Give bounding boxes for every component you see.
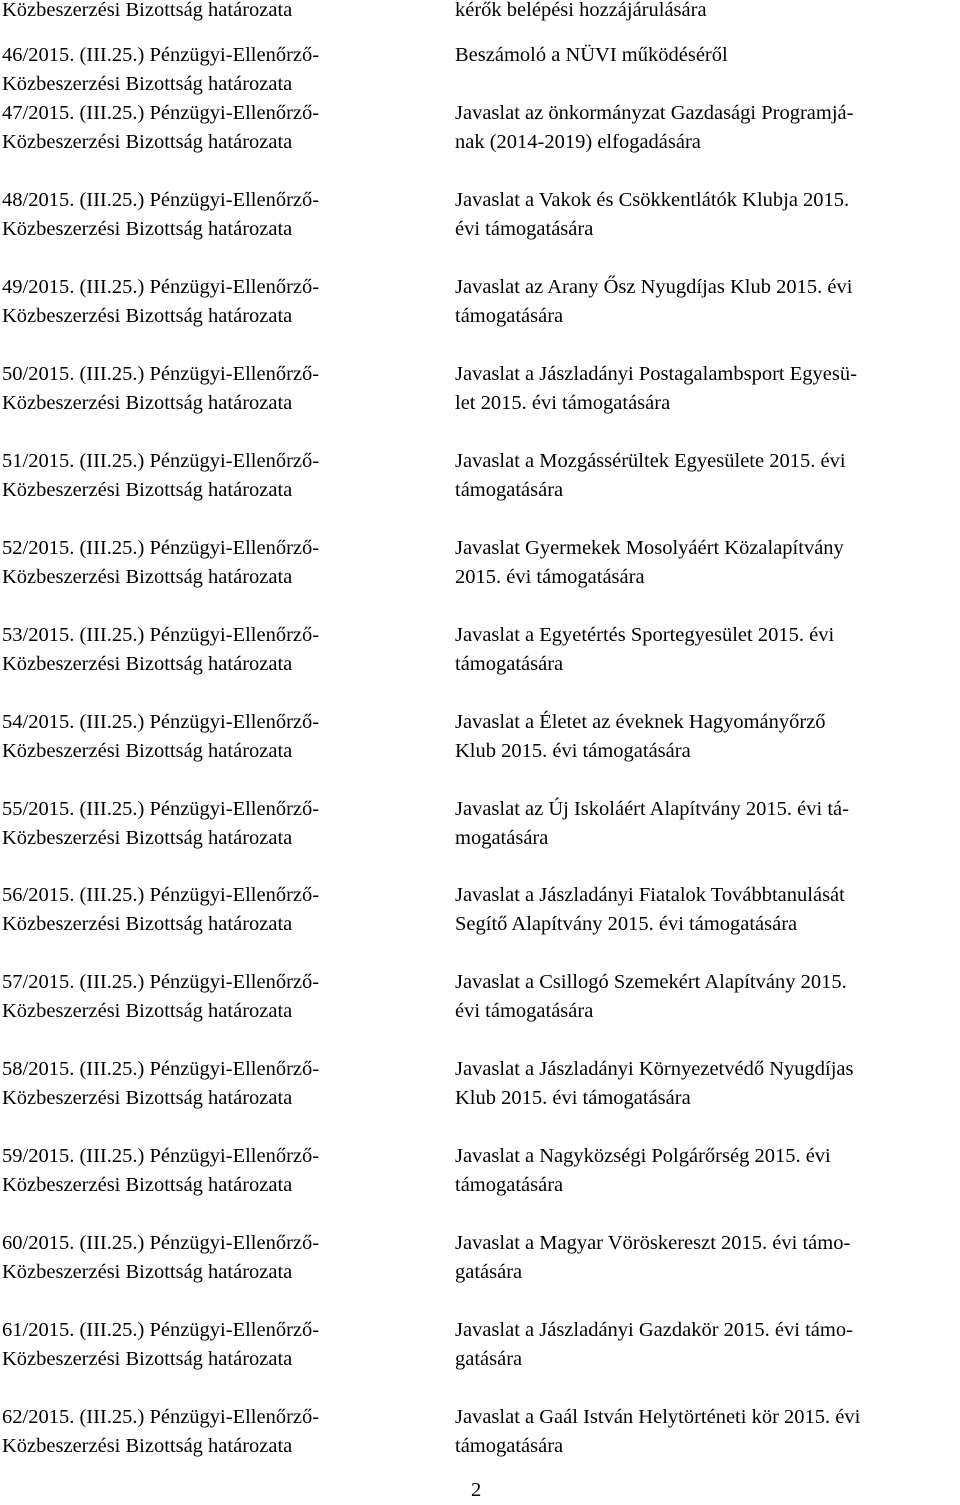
resolution-number: 50/2015. (III.25.) Pénzügyi-Ellenőrző- Közbeszerzési Bizottság határozata [2, 363, 320, 414]
resolution-subject: Javaslat a Vakok és Csökkentlátók Klubja 2015. évi támogatására [455, 189, 850, 240]
resolution-subject: Javaslat az Új Iskoláért Alapítvány 2015. évi tá- mogatására [455, 798, 849, 849]
resolution-subject: Javaslat a Csillogó Szemekért Alapítvány 2015. évi támogatására [455, 971, 847, 1022]
resolution-subject: Javaslat a Magyar Vöröskereszt 2015. évi támo- gatására [455, 1232, 851, 1283]
resolution-number: 52/2015. (III.25.) Pénzügyi-Ellenőrző- Közbeszerzési Bizottság határozata [2, 537, 320, 588]
resolution-subject: Javaslat a Jászladányi Fiatalok Továbbtanulását Segítő Alapítvány 2015. évi támogatására [455, 884, 845, 935]
resolution-subject: Javaslat a Jászladányi Postagalambsport Egyesü- let 2015. évi támogatására [455, 363, 857, 414]
resolution-number: 46/2015. (III.25.) Pénzügyi-Ellenőrző- Közbeszerzési Bizottság határozata [2, 44, 320, 95]
resolution-number: 57/2015. (III.25.) Pénzügyi-Ellenőrző- Közbeszerzési Bizottság határozata [2, 971, 320, 1022]
resolution-subject: Javaslat az önkormányzat Gazdasági Programjá- nak (2014-2019) elfogadására [455, 102, 854, 153]
resolution-number: 54/2015. (III.25.) Pénzügyi-Ellenőrző- Közbeszerzési Bizottság határozata [2, 711, 320, 762]
resolution-number: 47/2015. (III.25.) Pénzügyi-Ellenőrző- Közbeszerzési Bizottság határozata [2, 102, 320, 153]
resolution-number: 48/2015. (III.25.) Pénzügyi-Ellenőrző- Közbeszerzési Bizottság határozata [2, 189, 320, 240]
resolution-number: 49/2015. (III.25.) Pénzügyi-Ellenőrző- Közbeszerzési Bizottság határozata [2, 276, 320, 327]
resolution-number: 53/2015. (III.25.) Pénzügyi-Ellenőrző- Közbeszerzési Bizottság határozata [2, 624, 320, 675]
resolution-subject: Javaslat a Gaál István Helytörténeti kör 2015. évi támogatására [455, 1406, 861, 1457]
resolution-subject: Javaslat Gyermekek Mosolyáért Közalapítvány 2015. évi támogatására [455, 537, 844, 588]
resolution-subject: Javaslat a Nagyközségi Polgárőrség 2015. évi támogatására [455, 1145, 831, 1196]
resolution-subject: Javaslat a Mozgássérültek Egyesülete 2015. évi támogatására [455, 450, 846, 501]
resolution-subject: Beszámoló a NÜVI működéséről [455, 44, 728, 66]
resolution-number: 61/2015. (III.25.) Pénzügyi-Ellenőrző- Közbeszerzési Bizottság határozata [2, 1319, 320, 1370]
resolution-subject: Javaslat az Arany Ősz Nyugdíjas Klub 2015. évi támogatására [455, 276, 853, 327]
resolution-subject: Javaslat a Egyetértés Sportegyesület 2015. évi támogatására [455, 624, 835, 675]
resolution-subject: Javaslat a Jászladányi Környezetvédő Nyugdíjas Klub 2015. évi támogatására [455, 1058, 854, 1109]
resolution-number: 51/2015. (III.25.) Pénzügyi-Ellenőrző- Közbeszerzési Bizottság határozata [2, 450, 320, 501]
resolution-subject: Javaslat a Jászladányi Gazdakör 2015. évi támo- gatására [455, 1319, 853, 1370]
resolution-number: 62/2015. (III.25.) Pénzügyi-Ellenőrző- Közbeszerzési Bizottság határozata [2, 1406, 320, 1457]
resolution-number: 55/2015. (III.25.) Pénzügyi-Ellenőrző- Közbeszerzési Bizottság határozata [2, 798, 320, 849]
resolution-number: Közbeszerzési Bizottság határozata [2, 0, 293, 21]
resolution-number: 58/2015. (III.25.) Pénzügyi-Ellenőrző- Közbeszerzési Bizottság határozata [2, 1058, 320, 1109]
resolution-number: 56/2015. (III.25.) Pénzügyi-Ellenőrző- Közbeszerzési Bizottság határozata [2, 884, 320, 935]
resolution-number: 60/2015. (III.25.) Pénzügyi-Ellenőrző- Közbeszerzési Bizottság határozata [2, 1232, 320, 1283]
resolution-number: 59/2015. (III.25.) Pénzügyi-Ellenőrző- Közbeszerzési Bizottság határozata [2, 1145, 320, 1196]
resolution-subject: Javaslat a Életet az éveknek Hagyományőrző Klub 2015. évi támogatására [455, 711, 826, 762]
resolution-subject: kérők belépési hozzájárulására [455, 0, 707, 21]
page-number: 2 [471, 1479, 482, 1501]
